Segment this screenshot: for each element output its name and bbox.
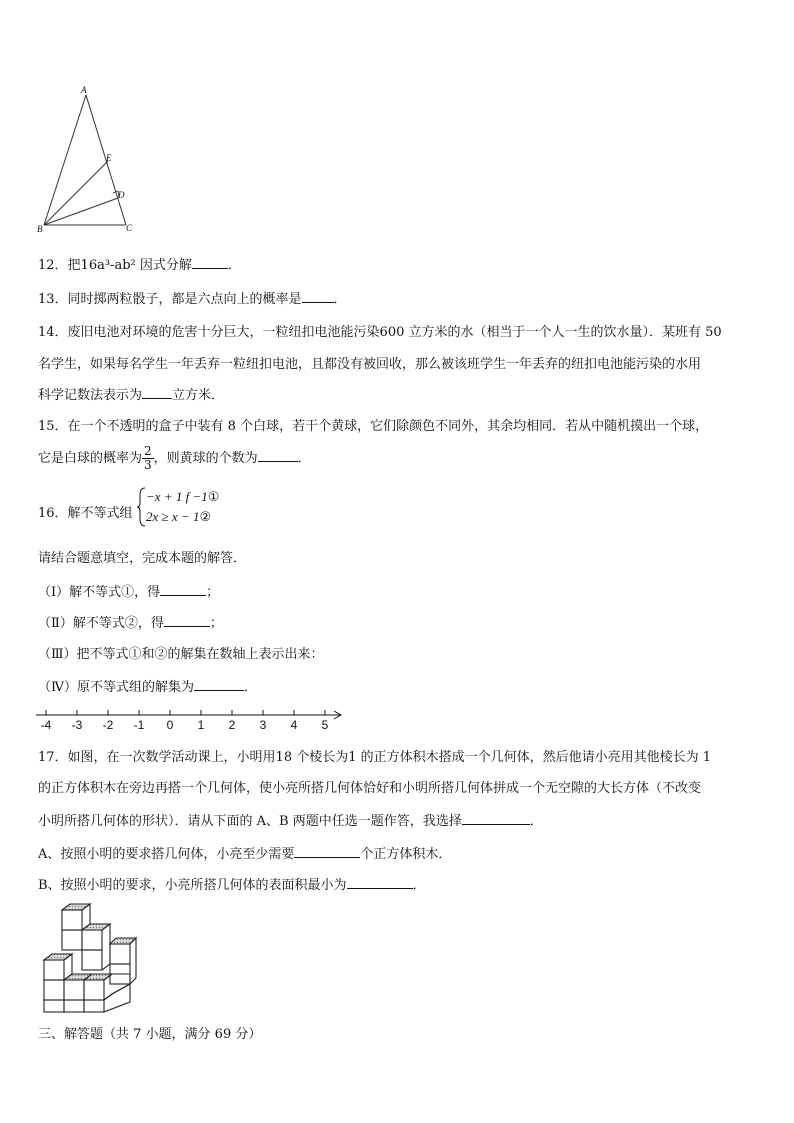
q16-part1-blank[interactable]	[160, 583, 206, 596]
tick-label: -1	[133, 718, 145, 732]
triangle-figure	[30, 85, 140, 235]
label-D: D	[118, 190, 125, 200]
triangle-diagram	[30, 85, 140, 235]
q13-text: 13．同时掷两粒骰子，都是六点向上的概率是	[38, 292, 302, 307]
q16-instruction: 请结合题意填空，完成本题的解答．	[38, 551, 247, 566]
tick-label: 0	[166, 718, 174, 732]
q14-answer-blank[interactable]	[142, 386, 172, 399]
q16-part4-blank[interactable]	[194, 678, 244, 691]
number-line	[0, 700, 794, 740]
question-14-line2: 名学生，如果每名学生一年丢弃一粒纽扣电池，且都没有被回收，那么被该班学生一年丢弃的纽扣电池能污染的水用	[38, 357, 702, 372]
tick-label: 4	[290, 718, 298, 732]
number-line-axis	[0, 705, 794, 725]
tick-label: 5	[321, 718, 329, 732]
q16-part3: （Ⅲ）把不等式①和②的解集在数轴上表示出来：	[38, 647, 324, 662]
q16-part1: （Ⅰ）解不等式①，得 ；	[38, 585, 220, 600]
q16-part2: （Ⅱ）解不等式②，得 ；	[38, 616, 223, 631]
question-17-line3: 小明所搭几何体的形状）．请从下面的 A、B 两题中任选一题作答，我选择 ．	[38, 814, 543, 829]
question-14-line3: 科学记数法表示为 立方米．	[38, 388, 225, 403]
q12-text: 12．把16a³-ab² 因式分解	[38, 258, 192, 273]
inequality-2: 2x ≥ x − 1②	[146, 509, 212, 524]
tick-label: 1	[197, 718, 205, 732]
label-C: C	[126, 223, 133, 233]
q17-choice-blank[interactable]	[462, 812, 530, 825]
question-15-line1: 15．在一个不透明的盒子中装有 8 个白球，若干个黄球，它们除颜色不同外，其余均相同．若从中随机摸出一个球，	[38, 419, 709, 434]
tick-label: 3	[259, 718, 267, 732]
section-3-title: 三、解答题（共 7 小题，满分 69 分）	[38, 1027, 262, 1042]
cube-stack-diagram	[38, 902, 140, 1018]
tick-label: -2	[102, 718, 114, 732]
q17-option-a: A、按照小明的要求搭几何体，小亮至少需要 个正方体积木．	[38, 847, 452, 862]
question-14-line1: 14．废旧电池对环境的危害十分巨大，一粒纽扣电池能污染600 立方米的水（相当于一个人一生的饮水量）．某班有 50	[38, 325, 722, 340]
question-15-line2: 它是白球的概率为 $\frac{2}{3}$ ，则黄球的个数为 ．	[38, 444, 311, 472]
inequality-1: −x + 1 f −1①	[146, 489, 220, 504]
q16-part2-blank[interactable]	[164, 614, 210, 627]
q13-answer-blank[interactable]	[302, 290, 334, 303]
label-A: A	[81, 85, 87, 95]
tick-label: -4	[40, 718, 52, 732]
q12-answer-blank[interactable]	[192, 256, 228, 269]
question-13: 13．同时掷两粒骰子，都是六点向上的概率是 ．	[38, 292, 347, 307]
tick-label: -3	[71, 718, 83, 732]
label-B: B	[37, 224, 43, 234]
q16-part4: （Ⅳ）原不等式组的解集为 ．	[38, 680, 258, 695]
q15-answer-blank[interactable]	[258, 449, 298, 462]
q17-option-a-blank[interactable]	[294, 845, 360, 858]
cube-stack-figure	[38, 902, 140, 1018]
q17-option-b: B、按照小明的要求，小亮所搭几何体的表面积最小为 ．	[38, 878, 426, 893]
question-16-prefix: 16．解不等式组	[38, 506, 133, 521]
question-17-line2: 的正方体积木在旁边再搭一个几何体，使小亮所搭几何体恰好和小明所搭几何体拼成一个无空隙的大长方体（不改变	[38, 781, 702, 796]
question-17-line1: 17．如图，在一次数学活动课上，小明用18 个棱长为1 的正方体积木搭成一个几何体，然后他请小亮用其他棱长为 1	[38, 750, 712, 765]
q17-option-b-blank[interactable]	[347, 876, 413, 889]
fraction-two-thirds: $\frac{2}{3}$	[144, 444, 152, 472]
left-brace-icon	[136, 487, 146, 527]
question-12: 12．把16a³-ab² 因式分解 ．	[38, 258, 241, 273]
tick-label: 2	[228, 718, 236, 732]
label-E: E	[106, 153, 112, 163]
